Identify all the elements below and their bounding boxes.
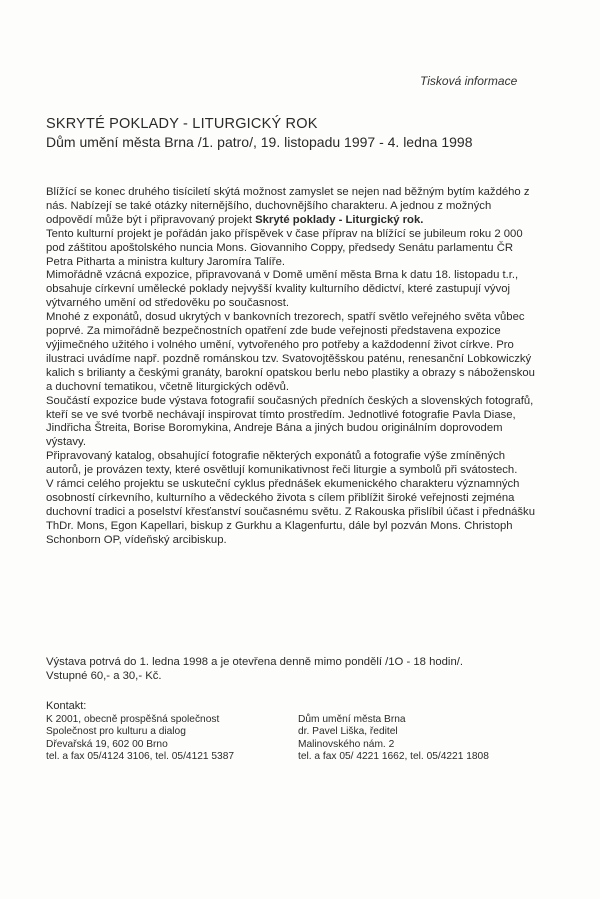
- contact-line: Společnost pro kulturu a dialog: [46, 726, 186, 738]
- document-subtitle: Dům umění města Brna /1. patro/, 19. listopadu 1997 - 4. ledna 1998: [46, 134, 473, 150]
- contact-right: [298, 714, 489, 764]
- body-text: [46, 186, 536, 548]
- paragraph-1: Tento kulturní projekt je pořádán jako příspěvek v čase příprav na blížící se jubileum roku 2 000 pod záštitou apoštolského nuncia Mons. Giovanniho Coppy, předsedy Senátu parlamentu ČR Petra Pitharta a ministra kultury Jaromíra Talíře.: [46, 227, 523, 268]
- paragraph-2: Mimořádně vzácná expozice, připravovaná v Domě umění města Brna k datu 18. listopadu t.r., obsahuje církevní umělecké poklady nejvyšší kvality kulturního dědictví, které zastupují vývoj výtvarného umění od středověku po současnost.: [46, 269, 519, 310]
- contact-line: Malinovského nám. 2: [298, 738, 395, 750]
- press-label: Tisková informace: [420, 74, 518, 88]
- project-name: Skryté poklady - Liturgický rok.: [255, 213, 424, 226]
- admission: Vstupné 60,- a 30,- Kč.: [46, 669, 162, 682]
- opening-hours: Výstava potrvá do 1. ledna 1998 a je otevřena denně mimo pondělí /1O - 18 hodin/.: [46, 656, 464, 668]
- contact-left: [46, 714, 234, 764]
- paragraph-5: Připravovaný katalog, obsahující fotografie některých exponátů a fotografie výše zmíněných autorů, je provázen texty, které osvětlují komunikativnost řeči liturgie a symbolů při svátostech.: [46, 450, 518, 477]
- closing-info: [46, 656, 546, 684]
- contact-line: tel. a fax 05/ 4221 1662, tel. 05/4221 1808: [298, 751, 489, 763]
- paragraph-3: Mnohé z exponátů, dosud ukrytých v bankovních trezorech, spatří světlo veřejného světa vůbec poprvé. Za mimořádně bezpečnostních opatření zde bude veřejnosti představena expozice výjimečného užitého i volného umění, vytvořeného pro potřeby a každodenní život církve. Pro ilustraci uvádíme např. pozdně románskou tzv. Svatovojtěšskou paténu, renesanční Lobkowiczký kalich s brilianty a českými granáty, barokní opatskou berlu nebo plastiky a obrazy s náboženskou a duchovní tematikou, včetně liturgických oděvů.: [46, 311, 535, 393]
- contact-line: Dřevařská 19, 602 00 Brno: [46, 738, 168, 750]
- contact-line: Dům umění města Brna: [298, 714, 406, 725]
- paragraph-4: Součástí expozice bude výstava fotografií současných předních českých a slovenských fotografů, kteří se ve své tvorbě nechávají inspirovat tímto prostředím. Jednotlivé fotografie Pavla Diase, Jindřicha Štreita, Borise Boromykina, Andreje Bána a jiných budou originálním doprovodem výstavy.: [46, 394, 534, 449]
- intro-paragraph: [46, 186, 536, 228]
- contact-label: Kontakt:: [46, 700, 87, 712]
- contact-line: dr. Pavel Liška, ředitel: [298, 726, 398, 738]
- intro-text: Blížící se konec druhého tisíciletí skýtá možnost zamyslet se nejen nad běžným bytím každého z nás. Nabízejí se také otázky niternějšího, duchovnějšího charakteru. A jednou z možných odpovědí může být i připravovaný projekt: [46, 186, 530, 226]
- paragraph-6: V rámci celého projektu se uskuteční cyklus přednášek ekumenického charakteru významných osobností církevního, kulturního a vědeckého života s cílem přiblížit široké veřejnosti zejména duchovní tradici a poselství křesťanství současnému světu. Z Rakouska přislíbil účast i přednášku ThDr. Mons, Egon Kapellari, biskup z Gurkhu a Klagenfurtu, dále byl pozván Mons. Christoph Schonborn OP, vídeňský arcibiskup.: [46, 478, 535, 546]
- document-title: SKRYTÉ POKLADY - LITURGICKÝ ROK: [46, 116, 318, 132]
- contact-line: K 2001, obecně prospěšná společnost: [46, 714, 220, 725]
- contact-line: tel. a fax 05/4124 3106, tel. 05/4121 5387: [46, 751, 235, 763]
